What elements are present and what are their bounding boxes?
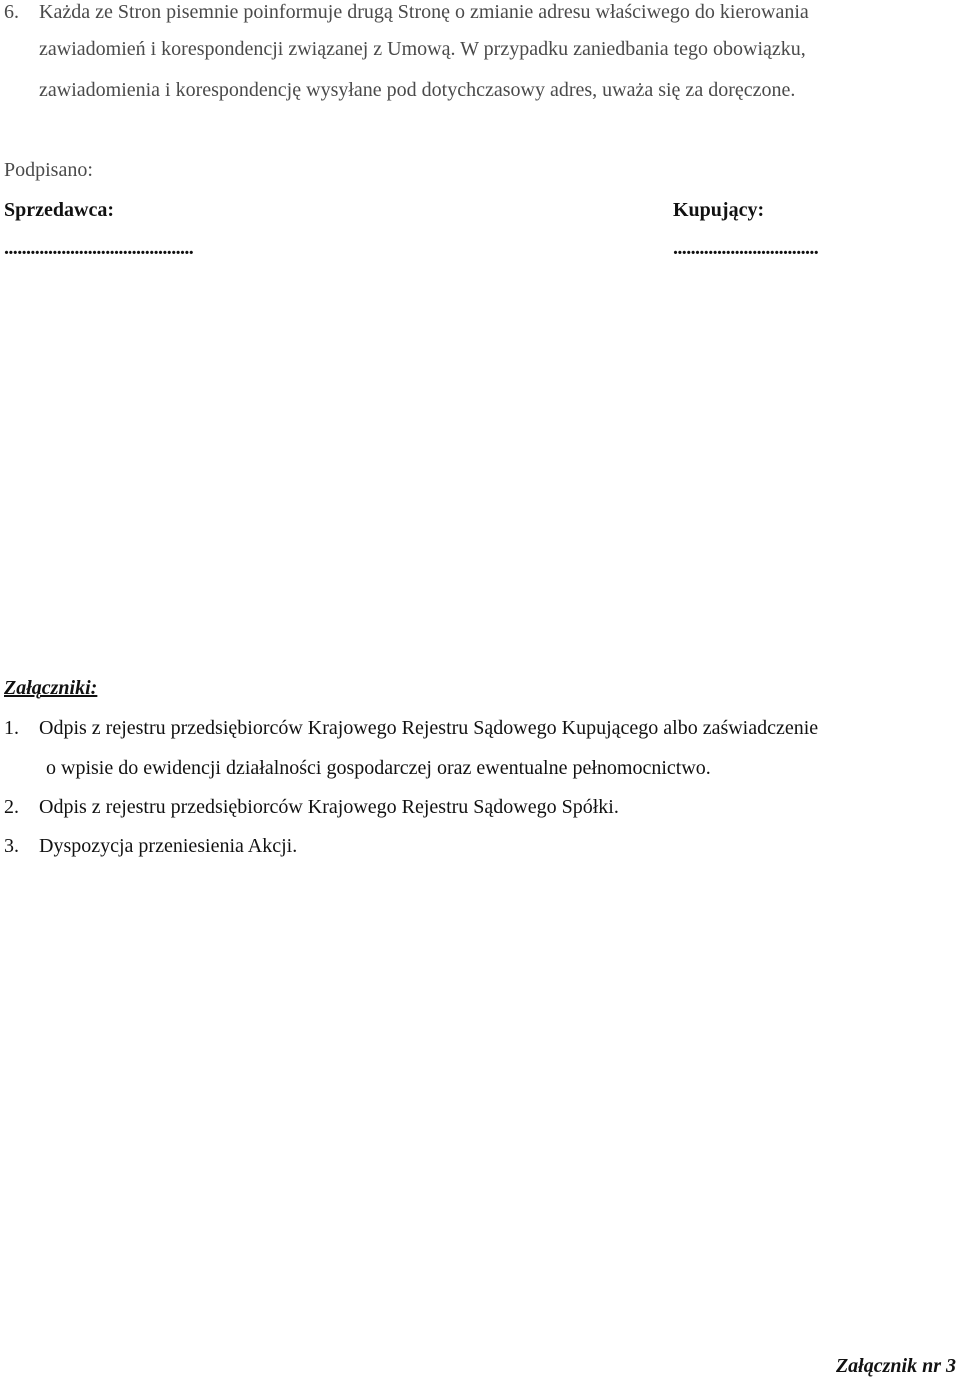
attachment-number: 2.: [4, 796, 19, 818]
attachment-item-1: [4, 716, 818, 740]
clause-6-line-3: zawiadomienia i korespondencję wysyłane pod dotychczasowy adres, uważa się za doręczone.: [39, 79, 796, 101]
attachment-text: Dyspozycja przeniesienia Akcji.: [39, 835, 298, 857]
attachment-item-3: [4, 834, 297, 858]
clause-6-line-1: [4, 0, 809, 24]
seller-label: Sprzedawca:: [4, 199, 114, 221]
footer-annex-label: Załącznik nr 3: [835, 1355, 956, 1377]
attachment-item-2: [4, 795, 619, 819]
seller-signature-line: ...........................................: [4, 237, 194, 259]
clause-6-line-2: zawiadomień i korespondencji związanej z Umową. W przypadku zaniedbania tego obowiązku,: [39, 38, 806, 60]
buyer-label: Kupujący:: [673, 199, 765, 221]
clause-6-number: 6.: [4, 1, 19, 23]
attachment-item-1-continued: o wpisie do ewidencji działalności gospodarczej oraz ewentualne pełnomocnictwo.: [46, 757, 711, 779]
buyer-signature-line: .................................: [673, 237, 819, 259]
attachment-number: 1.: [4, 717, 19, 739]
attachments-heading: Załączniki:: [4, 677, 98, 699]
clause-6-text-1: Każda ze Stron pisemnie poinformuje drugą Stronę o zmianie adresu właściwego do kierowania: [39, 1, 809, 23]
signed-heading: Podpisano:: [4, 159, 93, 181]
attachment-number: 3.: [4, 835, 19, 857]
attachment-text: Odpis z rejestru przedsiębiorców Krajowego Rejestru Sądowego Kupującego albo zaświadczenie: [39, 717, 819, 739]
attachment-text: Odpis z rejestru przedsiębiorców Krajowego Rejestru Sądowego Spółki.: [39, 796, 619, 818]
